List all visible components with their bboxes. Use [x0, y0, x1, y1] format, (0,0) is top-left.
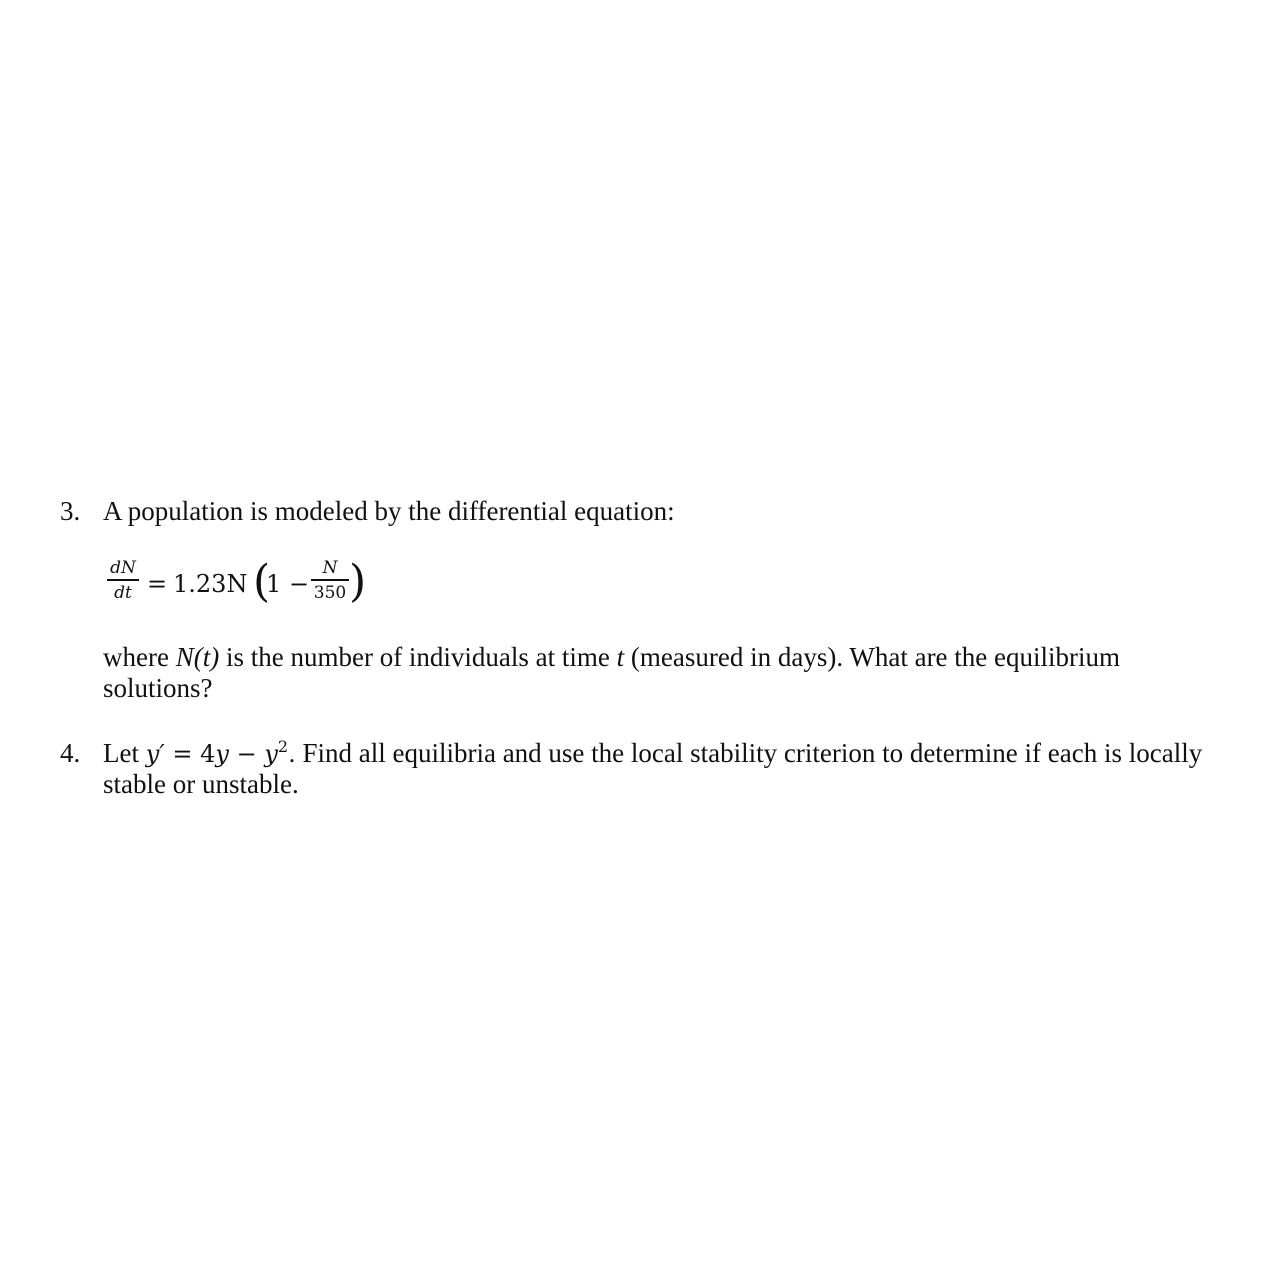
- text-where: where: [103, 642, 176, 672]
- logistic-equation: [103, 556, 403, 616]
- problem-4-number: 4.: [60, 738, 81, 768]
- problem-4-line-2: stable or unstable.: [103, 769, 299, 799]
- derivative-denominator: dt: [114, 582, 132, 603]
- term-one: 1: [266, 570, 282, 598]
- equals-four: = 4: [164, 740, 216, 768]
- var-n-of-t: N(t): [175, 642, 220, 672]
- fraction-bar: [311, 579, 349, 581]
- text-find-equilibria: Find all equilibria and use the local stability criterion to determine if each is locally: [295, 738, 1203, 768]
- growth-coefficient: 1.23N: [173, 570, 248, 598]
- capacity-numerator: N: [322, 558, 338, 578]
- problem-3-number: 3.: [60, 496, 81, 526]
- capacity-denominator: 350: [313, 582, 347, 603]
- minus-sign: −: [228, 740, 265, 768]
- problem-3-intro: A population is modeled by the differential equation:: [103, 496, 675, 526]
- ode-expression: [145, 737, 296, 768]
- var-t: t: [616, 642, 625, 672]
- exponent-two: 2: [277, 737, 289, 756]
- left-paren: (: [253, 556, 271, 607]
- problem-3-line-2: solutions?: [103, 673, 213, 703]
- derivative-fraction: [107, 558, 139, 603]
- capacity-fraction: [311, 558, 349, 603]
- y-prime: y′: [145, 740, 165, 768]
- problem-4-line-1: [103, 738, 1202, 770]
- equals-sign: =: [147, 570, 168, 598]
- text-let: Let: [103, 738, 146, 768]
- right-paren: ): [349, 556, 367, 607]
- problem-3-line-1: [103, 642, 1120, 673]
- y-var: y: [215, 740, 229, 768]
- fraction-bar: [107, 579, 139, 581]
- y-var-squared: y: [264, 740, 278, 768]
- derivative-numerator: dN: [110, 558, 136, 578]
- minus-sign: −: [289, 570, 310, 598]
- text-individuals: is the number of individuals at time: [219, 642, 617, 672]
- text-measured: (measured in days). What are the equilibrium: [624, 642, 1121, 672]
- period: .: [288, 740, 296, 768]
